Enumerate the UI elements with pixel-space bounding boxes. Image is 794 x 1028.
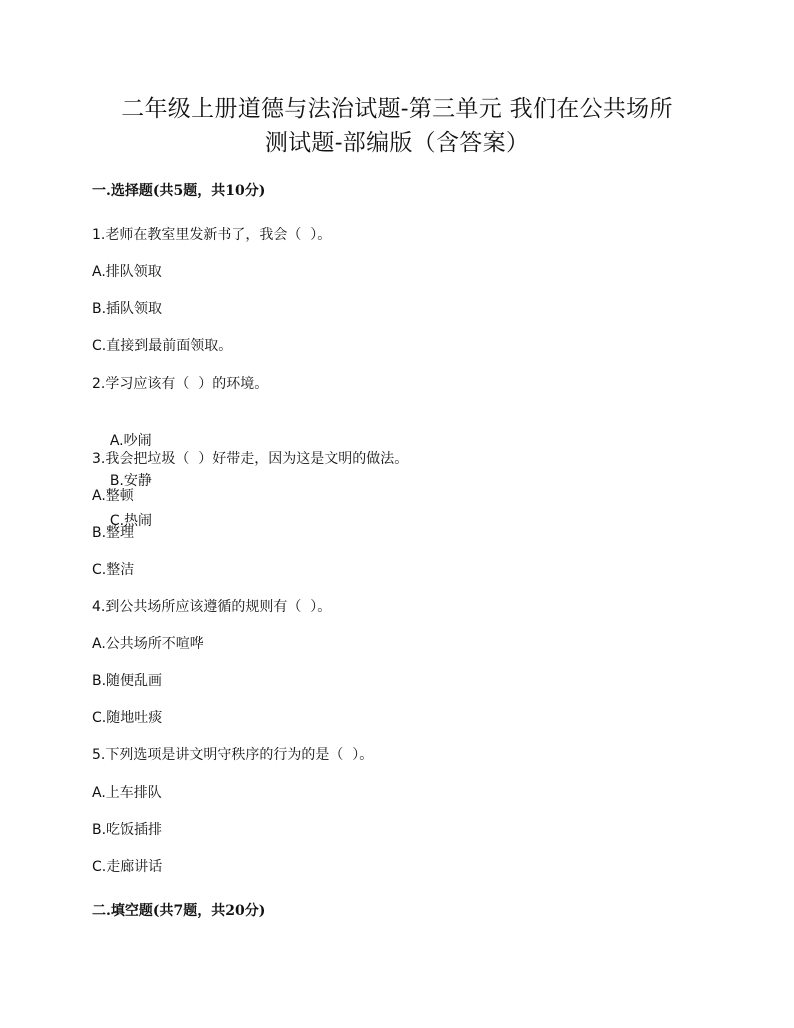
question-5: 5.下列选项是讲文明守秩序的行为的是（ ）。: [92, 747, 374, 763]
question-4-option-a: A.公共场所不喧哗: [92, 636, 204, 652]
question-1-option-c: C.直接到最前面领取。: [92, 338, 233, 354]
question-5-option-b: B.吃饭插排: [92, 822, 163, 838]
section-heading-multiple-choice: 一.选择题(共5题，共10分): [92, 183, 266, 199]
question-1-option-b: B.插队领取: [92, 301, 163, 317]
question-4-option-b: B.随便乱画: [92, 673, 163, 689]
question-4: 4.到公共场所应该遵循的规则有（ ）。: [92, 599, 332, 615]
section-heading-fill-in-the-blank: 二.填空题(共7题，共20分): [92, 903, 266, 919]
question-3: 3.我会把垃圾（ ）好带走，因为这是文明的做法。: [92, 451, 409, 467]
question-2-option-a: A.吵闹: [109, 433, 152, 449]
question-3-option-c: C.整洁: [92, 562, 135, 578]
question-4-option-c: C.随地吐痰: [92, 710, 163, 726]
question-3-option-b: B.整理: [92, 525, 135, 541]
question-2: 2.学习应该有（ ）的环境。: [92, 376, 269, 392]
question-5-option-c: C.走廊讲话: [92, 859, 163, 875]
question-1-option-a: A.排队领取: [92, 264, 162, 280]
question-5-option-a: A.上车排队: [92, 785, 162, 801]
document-title-line-2: 测试题-部编版（含答案）: [264, 130, 530, 156]
question-2-option-b: B.安静: [109, 473, 152, 489]
question-1: 1.老师在教室里发新书了，我会（ ）。: [92, 227, 332, 243]
question-2-option-c: C.热闹: [109, 513, 153, 529]
question-3-option-a: A.整顿: [92, 488, 134, 504]
document-title-line-1: 二年级上册道德与法治试题-第三单元 我们在公共场所: [121, 96, 673, 122]
